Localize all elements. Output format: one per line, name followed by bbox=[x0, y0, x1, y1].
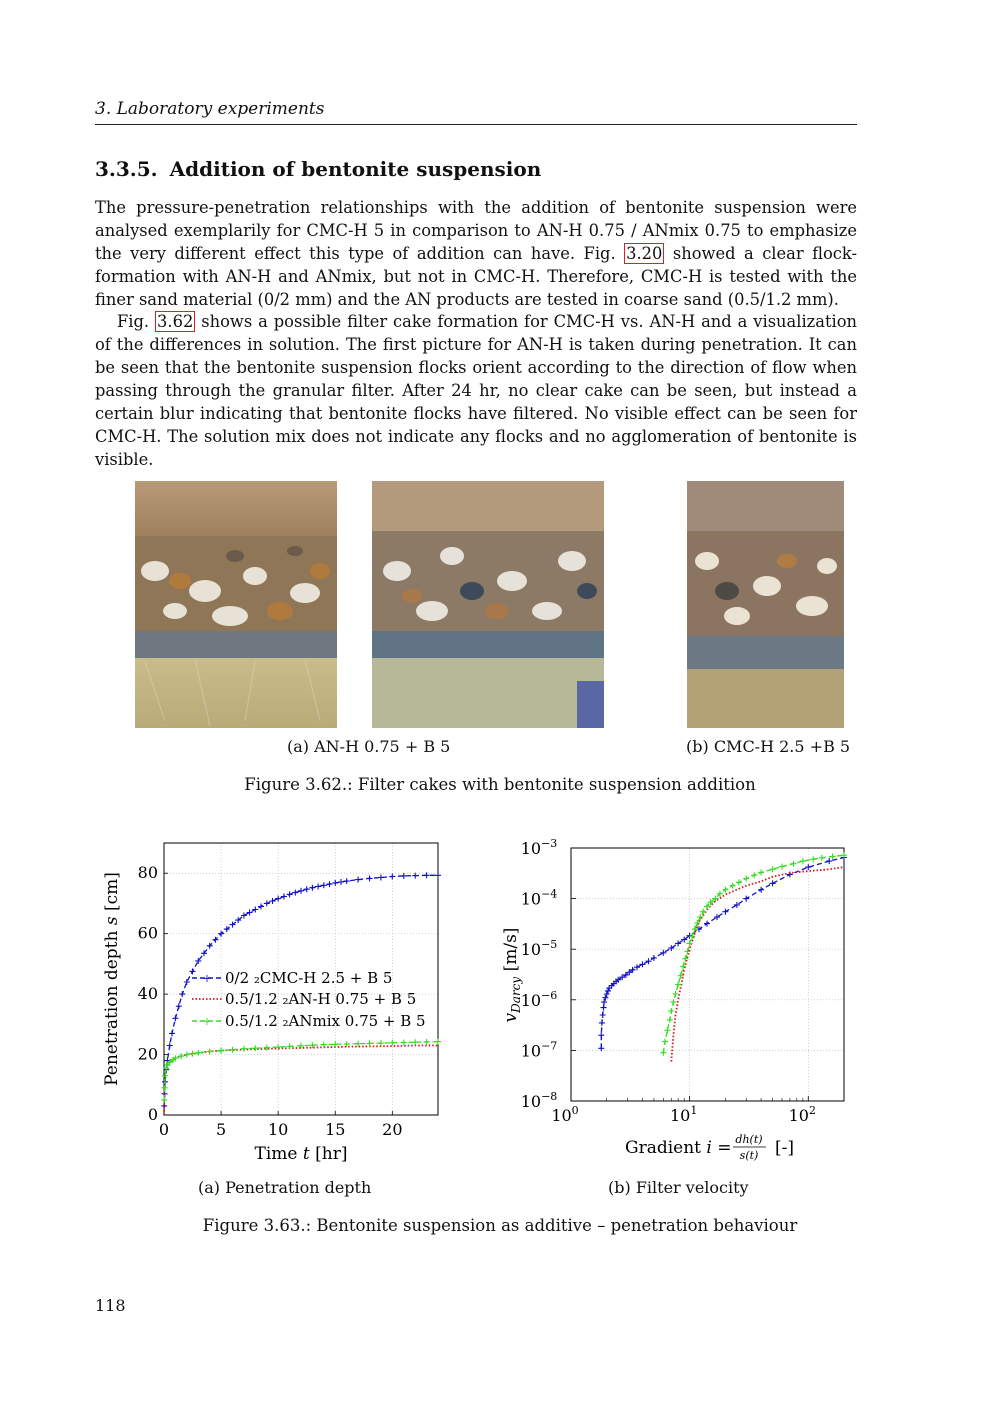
data-point-marker bbox=[190, 968, 196, 974]
data-point-marker bbox=[401, 873, 407, 879]
x-tick-label: 15 bbox=[325, 1120, 346, 1139]
data-point-marker bbox=[743, 896, 749, 902]
x-tick-label: 20 bbox=[382, 1120, 403, 1139]
paragraph-1-text-b: showed a clear flock-formation with AN-H and ANmix, but not in CMC-H. Therefore, CMC-H is tested with the finer sand material (0/2 mm) and the AN products are tested in coarse sand (0.5/1.2 mm). bbox=[95, 244, 857, 309]
y-tick-label: $10^{-4}$ bbox=[520, 887, 558, 909]
data-point-marker bbox=[743, 876, 749, 882]
data-point-marker bbox=[281, 894, 287, 900]
data-point-marker bbox=[287, 1043, 293, 1049]
figure-3-62-subcaption-a: (a) AN-H 0.75 + B 5 bbox=[287, 737, 451, 756]
data-point-marker bbox=[805, 864, 811, 870]
data-point-marker bbox=[252, 907, 258, 913]
data-point-marker bbox=[435, 872, 441, 878]
x-tick-label: 10 bbox=[267, 1120, 289, 1139]
data-point-marker bbox=[639, 961, 645, 967]
figure-reference-link[interactable]: 3.20 bbox=[626, 244, 663, 263]
data-point-marker bbox=[660, 950, 666, 956]
series-line-1 bbox=[671, 867, 844, 1062]
photo-cmch bbox=[687, 481, 844, 728]
data-point-marker bbox=[179, 991, 185, 997]
legend-marker-plus: + bbox=[202, 972, 212, 985]
data-point-marker bbox=[770, 880, 776, 886]
data-point-marker bbox=[826, 858, 832, 864]
data-point-marker bbox=[218, 931, 224, 937]
data-point-marker bbox=[770, 866, 776, 872]
data-point-marker bbox=[634, 964, 640, 970]
data-point-marker bbox=[800, 858, 806, 864]
svg-text:Gradient i =: Gradient i = bbox=[625, 1138, 732, 1158]
data-point-marker bbox=[605, 988, 611, 994]
series-line-1 bbox=[164, 1046, 438, 1116]
data-point-marker bbox=[264, 900, 270, 906]
figure-reference-link[interactable]: 3.62 bbox=[157, 312, 194, 331]
data-point-marker bbox=[321, 1042, 327, 1048]
data-point-marker bbox=[367, 1040, 373, 1046]
data-point-marker bbox=[730, 883, 736, 889]
paragraph-2 bbox=[95, 310, 857, 471]
data-point-marker bbox=[722, 887, 728, 893]
data-point-marker bbox=[687, 940, 693, 946]
section-heading bbox=[95, 157, 541, 181]
figure-3-62-caption: Figure 3.62.: Filter cakes with bentonite suspension addition bbox=[244, 775, 756, 794]
data-point-marker bbox=[378, 875, 384, 881]
data-point-marker bbox=[673, 991, 679, 997]
data-point-marker bbox=[412, 1039, 418, 1045]
data-point-marker bbox=[252, 1045, 258, 1051]
data-point-marker bbox=[176, 1003, 182, 1009]
data-point-marker bbox=[668, 1008, 674, 1014]
data-point-marker bbox=[247, 910, 253, 916]
data-point-marker bbox=[321, 882, 327, 888]
data-point-marker bbox=[604, 991, 610, 997]
data-point-marker bbox=[758, 869, 764, 875]
data-point-marker bbox=[258, 904, 264, 910]
filter-velocity-chart bbox=[495, 833, 860, 1173]
y-tick-label: 20 bbox=[137, 1044, 158, 1064]
data-point-marker bbox=[378, 1040, 384, 1046]
x-tick-label: $10^0$ bbox=[551, 1104, 579, 1125]
y-tick-label: 0 bbox=[147, 1105, 158, 1124]
y-tick-label: $10^{-5}$ bbox=[520, 938, 558, 960]
page-number: 118 bbox=[95, 1296, 126, 1315]
photo-anh-during-penetration bbox=[135, 481, 337, 728]
legend-label-anmix: 0.5/1.2 ₂ANmix 0.75 + B 5 bbox=[225, 1012, 426, 1030]
data-point-marker bbox=[332, 1041, 338, 1047]
data-point-marker bbox=[184, 979, 190, 985]
grid bbox=[571, 848, 844, 1101]
data-point-marker bbox=[332, 880, 338, 886]
data-point-marker bbox=[167, 1043, 173, 1049]
x-label-unit: [-] bbox=[775, 1138, 795, 1158]
legend-marker-plus: + bbox=[202, 1015, 212, 1028]
data-point-marker bbox=[675, 982, 681, 988]
x-tick-label: 0 bbox=[158, 1120, 170, 1139]
y-tick-label: $10^{-6}$ bbox=[520, 988, 558, 1010]
y-tick-label: $10^{-3}$ bbox=[520, 837, 558, 858]
data-point-marker bbox=[270, 898, 276, 904]
legend bbox=[192, 969, 426, 1030]
data-point-marker bbox=[791, 861, 797, 867]
plot-frame bbox=[571, 848, 844, 1101]
penetration-depth-chart bbox=[95, 833, 455, 1173]
data-point-marker bbox=[779, 864, 785, 870]
data-point-marker bbox=[697, 914, 703, 920]
y-tick-label: 80 bbox=[137, 863, 158, 883]
data-point-marker bbox=[601, 1005, 607, 1011]
data-point-marker bbox=[704, 921, 710, 927]
data-point-marker bbox=[598, 1045, 604, 1051]
photo-anh-after-24hr bbox=[372, 481, 604, 728]
data-point-marker bbox=[830, 854, 836, 860]
data-point-marker bbox=[662, 1039, 668, 1045]
paragraph-2-text-b: shows a possible filter cake formation for CMC-H vs. AN-H and a visualization of the differences in solution. The first picture for AN-H is taken during penetration. It can be seen that the bentonite suspension flocks orient according to the direction of flow when passing through the granular filter. After 24 hr, no clear cake can be seen, but instead a certain blur indicating that bentonite flocks have filtered. No visible effect can be seen for CMC-H. The solution mix does not indicate any flocks and no agglomeration of bentonite is visible. bbox=[95, 312, 857, 469]
x-axis-label: Time t [hr] bbox=[254, 1144, 348, 1164]
data-point-marker bbox=[161, 1097, 167, 1103]
data-point-marker bbox=[207, 1049, 213, 1055]
data-point-marker bbox=[758, 887, 764, 893]
data-point-marker bbox=[292, 890, 298, 896]
data-point-marker bbox=[218, 1048, 224, 1054]
data-point-marker bbox=[309, 885, 315, 891]
y-axis-label: Penetration depth s [cm] bbox=[102, 872, 122, 1086]
series-line-2 bbox=[164, 1042, 438, 1100]
data-point-marker bbox=[401, 1040, 407, 1046]
legend-label-anh: 0.5/1.2 ₂AN-H 0.75 + B 5 bbox=[225, 990, 417, 1008]
data-point-marker bbox=[810, 856, 816, 862]
y-tick-label: 40 bbox=[137, 984, 158, 1004]
data-point-marker bbox=[338, 879, 344, 885]
y-axis-label: $v_{Darcy}$ [m/s] bbox=[501, 927, 523, 1023]
data-point-marker bbox=[600, 1012, 606, 1018]
data-point-marker bbox=[162, 1073, 168, 1079]
x-label-denominator: s(t) bbox=[739, 1149, 759, 1162]
data-point-marker bbox=[241, 1046, 247, 1052]
data-point-marker bbox=[651, 955, 657, 961]
data-point-marker bbox=[190, 1051, 196, 1057]
paragraph-1 bbox=[95, 196, 857, 311]
running-header: 3. Laboratory experiments bbox=[95, 99, 325, 119]
data-point-marker bbox=[355, 877, 361, 883]
figure-3-63-caption: Figure 3.63.: Bentonite suspension as additive – penetration behaviour bbox=[202, 1216, 798, 1235]
data-point-marker bbox=[435, 1039, 441, 1045]
data-point-marker bbox=[722, 909, 728, 915]
x-label-numerator: dh(t) bbox=[735, 1133, 763, 1146]
x-tick-label: $10^2$ bbox=[788, 1104, 816, 1125]
x-tick-label: $10^1$ bbox=[669, 1104, 698, 1125]
data-point-marker bbox=[389, 874, 395, 880]
x-axis-label bbox=[625, 1133, 794, 1162]
data-point-marker bbox=[646, 958, 652, 964]
data-point-marker bbox=[184, 1052, 190, 1058]
y-tick-label: 60 bbox=[137, 923, 158, 943]
x-tick-label: 5 bbox=[215, 1120, 227, 1139]
data-point-marker bbox=[599, 1020, 605, 1026]
data-point-marker bbox=[344, 878, 350, 884]
data-point-marker bbox=[367, 875, 373, 881]
data-point-marker bbox=[700, 909, 706, 915]
data-point-marker bbox=[230, 1047, 236, 1053]
data-point-marker bbox=[315, 884, 321, 890]
legend-label-cmch: 0/2 ₂CMC-H 2.5 + B 5 bbox=[225, 969, 393, 987]
data-point-marker bbox=[298, 888, 304, 894]
data-point-marker bbox=[172, 1015, 178, 1021]
data-point-marker bbox=[751, 872, 757, 878]
data-point-marker bbox=[162, 1085, 168, 1091]
data-point-marker bbox=[424, 1039, 430, 1045]
data-point-marker bbox=[670, 999, 676, 1005]
header-rule bbox=[95, 124, 857, 125]
paragraph-2-text-a: Fig. bbox=[117, 312, 150, 331]
section-number: 3.3.5. bbox=[95, 157, 158, 181]
data-series bbox=[598, 852, 847, 1061]
figure-3-62-subcaption-b: (b) CMC-H 2.5 +B 5 bbox=[686, 737, 851, 756]
series-line-0 bbox=[601, 858, 844, 1049]
data-point-marker bbox=[736, 879, 742, 885]
data-point-marker bbox=[169, 1030, 175, 1036]
data-point-marker bbox=[178, 1053, 184, 1059]
y-tick-label: $10^{-8}$ bbox=[520, 1090, 558, 1111]
figure-3-63-subcaption-a: (a) Penetration depth bbox=[198, 1178, 372, 1197]
section-title: Addition of bentonite suspension bbox=[169, 157, 542, 181]
data-point-marker bbox=[275, 896, 281, 902]
paragraph-1-text-a: The pressure-penetration relationships with the addition of bentonite suspension were analysed exemplarily for CMC-H 5 in comparison to AN-H 0.75 / ANmix 0.75 to emphasize the very different effect this type of addition can have. Fig. bbox=[95, 198, 857, 263]
data-point-marker bbox=[327, 881, 333, 887]
data-point-marker bbox=[667, 1017, 673, 1023]
data-point-marker bbox=[287, 891, 293, 897]
figure-3-63-subcaption-b: (b) Filter velocity bbox=[608, 1178, 749, 1197]
data-point-marker bbox=[819, 855, 825, 861]
y-tick-label: $10^{-7}$ bbox=[520, 1039, 558, 1061]
data-point-marker bbox=[304, 886, 310, 892]
data-point-marker bbox=[664, 1027, 670, 1033]
data-point-marker bbox=[389, 1040, 395, 1046]
series-line-2 bbox=[663, 855, 844, 1052]
data-point-marker bbox=[598, 1032, 604, 1038]
